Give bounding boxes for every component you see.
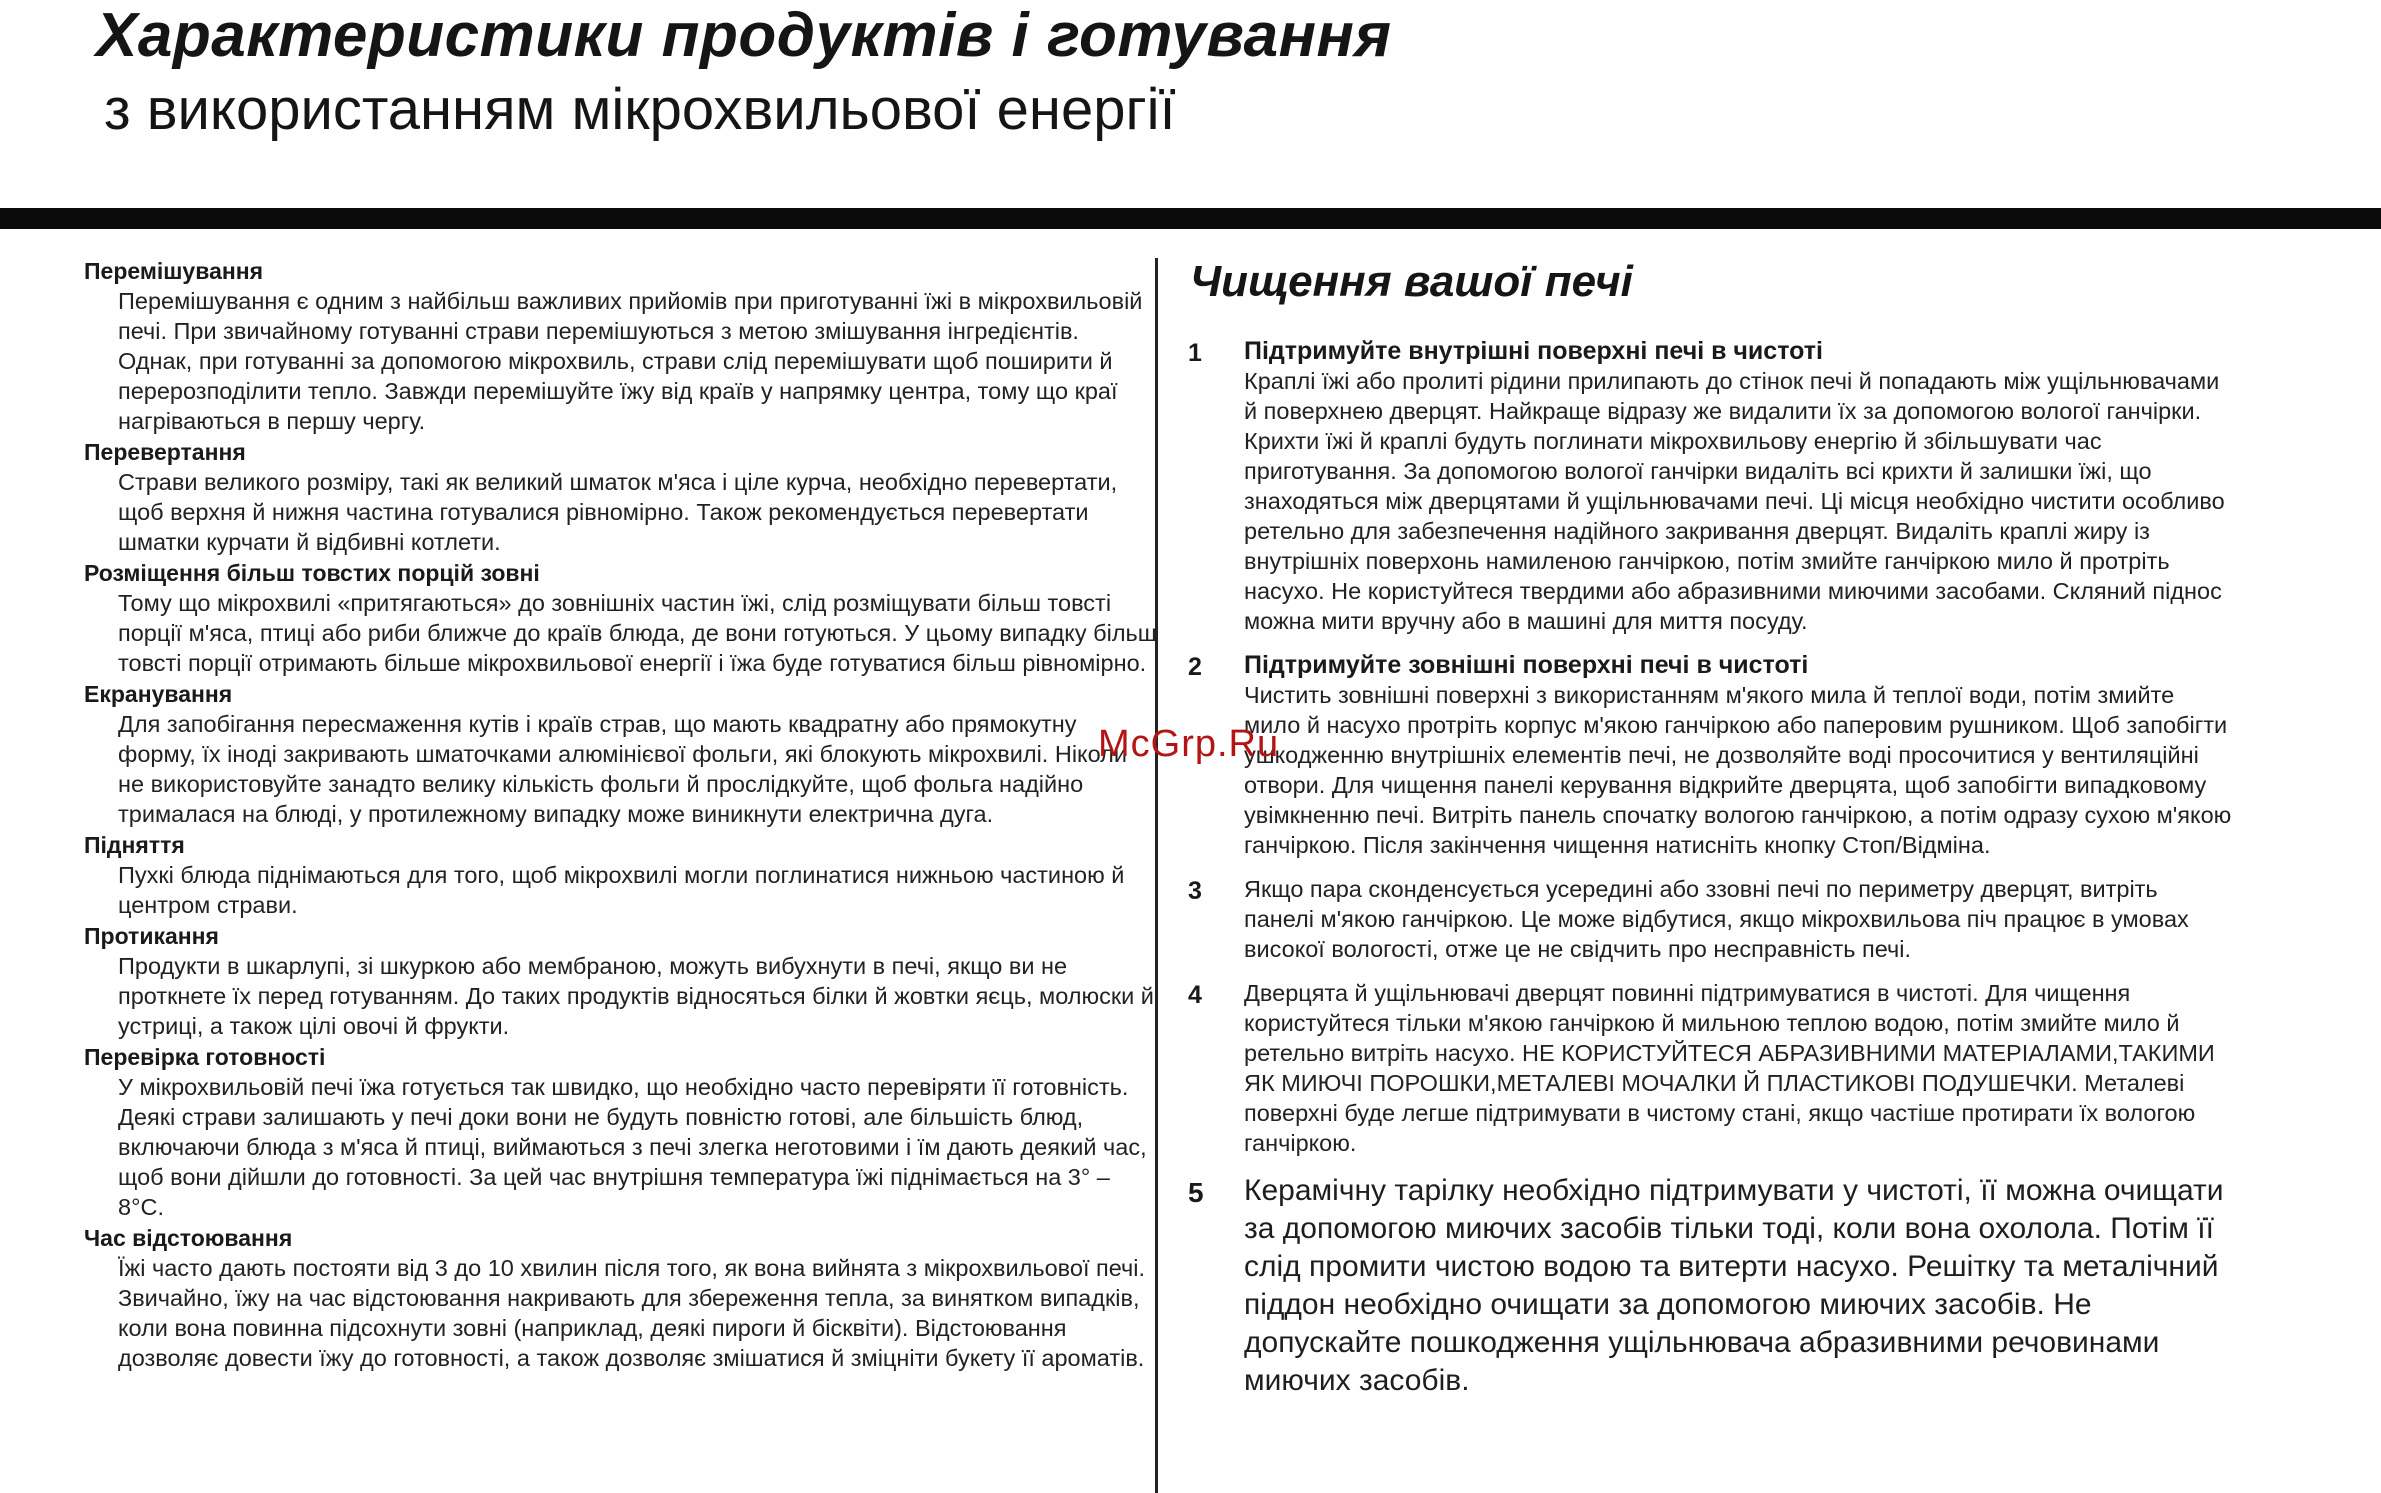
section-title: Перевірка готовності (84, 1044, 326, 1070)
header-divider (0, 208, 2381, 229)
item-heading: Підтримуйте внутрішні поверхні печі в чистоті (1244, 337, 1823, 365)
section-title: Перемішування (84, 258, 264, 284)
item-number: 2 (1188, 653, 1202, 681)
section-thick-portions (80, 558, 1158, 678)
page-subtitle: з використанням мікрохвильової енергії (104, 77, 1176, 142)
page-header (96, 0, 1391, 142)
section-title: Підняття (84, 832, 185, 858)
item-body: Краплі їжі або пролиті рідини прилипають до стінок печі й попадають між ущільнювачами й поверхнею дверцят. Найкраще відразу же видалити їх за допомогою вологої ганчірки. Крихти їжі й краплі будуть поглинати мікрохвильову енергію й збільшувати час приготування. За допомогою вологої ганчірки видаліть всі крихти й залишки їжі, що знаходяться між дверцятами й ущільнювачами печі. Ці місця необхідно чистити особливо ретельно для забезпечення надійного закривання дверцят. Видаліть краплі жиру із внутрішніх поверхонь намиленою ганчіркою, потім змийте ганчіркою мило й протріть насухо. Не користуйтеся твердими або абразивними миючими засобами. Скляний піднос можна мити вручну або в машині для миття посуду. (1244, 368, 2225, 634)
section-body: Тому що мікрохвилі «притягаються» до зовнішніх частин їжі, слід розміщувати більш товсті порції м'яса, птиці або риби ближче до країв блюда, де вони готуються. У цьому випадку більш товсті порції отримають більше мікрохвильової енергії і їжа буде готуватися більш рівномірно. (118, 590, 1157, 676)
watermark: McGrp.Ru (1098, 723, 1280, 765)
item-number: 4 (1188, 981, 1202, 1009)
section-title: Протикання (84, 923, 219, 949)
cleaning-item (1188, 1172, 2233, 1400)
item-heading: Підтримуйте зовнішні поверхні печі в чистоті (1244, 651, 1809, 679)
cleaning-item (1188, 336, 2233, 636)
item-number: 3 (1188, 877, 1202, 905)
section-standing-time (80, 1223, 1158, 1373)
section-body: Перемішування є одним з найбільш важливих прийомів при приготуванні їжі в мікрохвильовій печі. При звичайному готуванні страви перемішуються з метою змішування інгредієнтів. Однак, при готуванні за допомогою мікрохвиль, страви слід перемішувати щоб поширити й перерозподілити тепло. Завжди перемішуйте їжу від країв у напрямку центра, тому що краї нагріваються в першу чергу. (118, 288, 1143, 434)
section-title: Перевертання (84, 439, 246, 465)
section-shielding (80, 679, 1158, 829)
section-piercing (80, 921, 1158, 1041)
cooking-characteristics-column (80, 256, 1158, 1374)
section-body: Продукти в шкарлупі, зі шкуркою або мембраною, можуть вибухнути в печі, якщо ви не проткнете їх перед готуванням. До таких продуктів відносяться білки й жовтки яєць, молюски й устриці, а також цілі овочі й фрукти. (118, 953, 1154, 1039)
item-body: Дверцята й ущільнювачі дверцят повинні підтримуватися в чистоті. Для чищення користуйтеся тільки м'якою ганчіркою й мильною теплою водою, потім змийте мило й ретельно витріть насухо. НЕ КОРИСТУЙТЕСЯ АБРАЗИВНИМИ МАТЕРІАЛАМИ,ТАКИМИ ЯК МИЮЧІ ПОРОШКИ,МЕТАЛЕВІ МОЧАЛКИ Й ПЛАСТИКОВІ ПОДУШЕЧКИ. Металеві поверхні буде легше підтримувати в чистому стані, якщо частіше протирати їх вологою ганчіркою. (1244, 980, 2215, 1156)
cleaning-item (1188, 874, 2233, 964)
cleaning-item (1188, 650, 2233, 860)
item-body: Чистить зовнішні поверхні з використанням м'якого мила й теплої води, потім змийте мило й насухо протріть корпус м'якою ганчіркою або паперовим рушником. Щоб запобігти ушкодженню внутрішніх елементів печі, не дозволяйте воді просочитися у вентиляційні отвори. Для чищення панелі керування відкрийте дверцята, щоб запобігти випадковому увімкненню печі. Витріть панель спочатку вологою ганчіркою, а потім одразу сухою м'якою ганчіркою. Після закінчення чищення натисніть кнопку Стоп/Відміна. (1244, 682, 2232, 858)
item-body: Керамічну тарілку необхідно підтримувати у чистоті, її можна очищати за допомогою миючих засобів тільки тоді, коли вона охолола. Потім її слід промити чистою водою та витерти насухо. Решітку та металічний піддон необхідно очищати за допомогою миючих засобів. Не допускайте пошкодження ущільнювача абразивними речовинами миючих засобів. (1244, 1174, 2224, 1397)
section-body: Страви великого розміру, такі як великий шматок м'яса і ціле курча, необхідно перевертати, щоб верхня й нижня частина готувалися рівномірно. Також рекомендується перевертати шматки курчати й відбивні котлети. (118, 469, 1118, 555)
page-title: Характеристики продуктів і готування (96, 1, 1392, 70)
section-body: У мікрохвильовій печі їжа готується так швидко, що необхідно часто перевіряти її готовність. Деякі страви залишають у печі доки вони не будуть повністю готові, але більшість блюд, включаючи блюда з м'яса й птиці, виймаються з печі злегка неготовими і їм дають деякий час, щоб вони дійшли до готовності. За цей час внутрішня температура їжі піднімається на 3° – 8°C. (118, 1074, 1147, 1220)
oven-cleaning-column (1188, 254, 2233, 1414)
section-turning (80, 437, 1158, 557)
cleaning-item (1188, 978, 2233, 1158)
section-doneness-check (80, 1042, 1158, 1222)
item-number: 5 (1188, 1177, 1204, 1208)
section-stirring (80, 256, 1158, 436)
item-body: Якщо пара сконденсується усередині або ззовні печі по периметру дверцят, витріть панелі м'якою ганчіркою. Це може відбутися, якщо мікрохвильова піч працює в умовах високої вологості, отже це не свідчить про несправність печі. (1244, 876, 2189, 962)
cleaning-title: Чищення вашої печі (1190, 257, 1633, 306)
section-title: Екранування (84, 681, 233, 707)
section-elevating (80, 830, 1158, 920)
section-body: Пухкі блюда піднімаються для того, щоб мікрохвилі могли поглинатися нижньою частиною й центром страви. (118, 862, 1125, 918)
section-title: Розміщення більш товстих порцій зовні (84, 560, 540, 586)
item-number: 1 (1188, 339, 1202, 367)
section-body: Їжі часто дають постояти від 3 до 10 хвилин після того, як вона вийнята з мікрохвильової печі. Звичайно, їжу на час відстоювання накривають для збереження тепла, за винятком випадків, коли вона повинна підсохнути зовні (наприклад, деякі пироги й бісквіти). Відстоювання дозволяє довести їжу до готовності, а також дозволяє змішатися й зміцніти букету її ароматів. (118, 1255, 1146, 1371)
section-title: Час відстоювання (84, 1225, 293, 1251)
section-body: Для запобігання пересмаження кутів і країв страв, що мають квадратну або прямокутну форму, їх іноді закривають шматочками алюмінієвої фольги, які блокують мікрохвилі. Ніколи не використовуйте занадто велику кількість фольги й прослідкуйте, щоб фольга надійно трималася на блюді, у протилежному випадку може виникнути електрична дуга. (118, 711, 1127, 827)
